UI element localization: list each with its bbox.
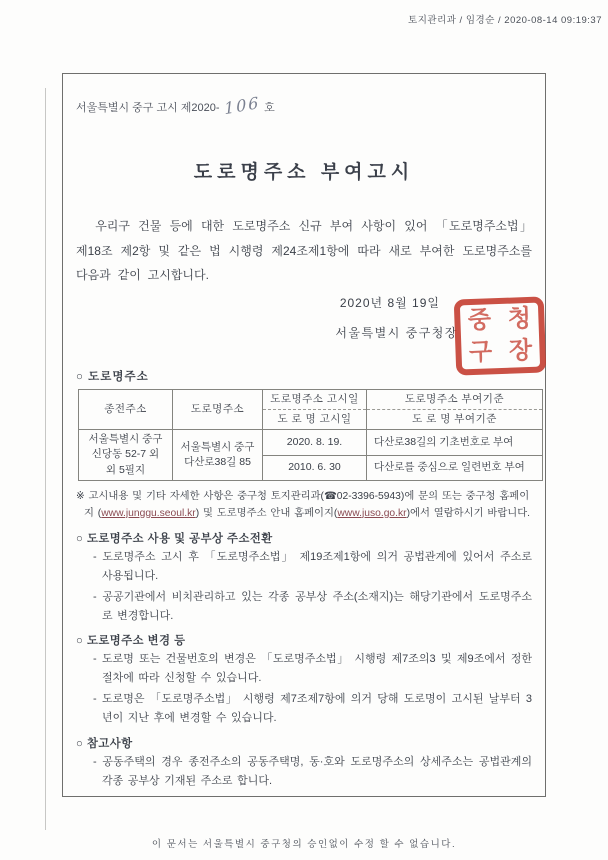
cell-new-address	[173, 430, 263, 481]
col-header-prev-address: 종전주소	[79, 389, 173, 429]
cell-basis: 다산로38길의 기초번호로 부여	[367, 430, 543, 455]
prev-address-line: 신당동 52-7 외	[91, 448, 160, 461]
section-heading: ○ 참고사항	[76, 738, 133, 751]
svg-text:청: 청	[507, 304, 532, 333]
body-paragraph: 우리구 건물 등에 대한 도로명주소 신규 부여 사항이 있어 「도로명주소법」 제18조 제2항 및 같은 법 시행령 제24조제1항에 따라 새로 부여한 도로명주소를 다음과 같이 고시합니다.	[76, 219, 532, 283]
scan-edge-artifact	[45, 88, 46, 830]
document-number	[76, 92, 532, 119]
cell-prev-address	[79, 430, 173, 481]
cell-basis: 다산로를 중심으로 일련번호 부여	[367, 455, 543, 480]
svg-text:장: 장	[508, 336, 533, 365]
footnote-text: )에서 열람하시기 바랍니다.	[406, 507, 531, 519]
juso-homepage-url: www.juso.go.kr	[337, 507, 407, 519]
document-footer-notice: 이 문서는 서울특별시 중구청의 승인없이 수정 할 수 없습니다.	[151, 839, 457, 850]
section-address-change	[76, 632, 532, 728]
section-item: - 도로명주소 고시 후 「도로명주소법」 제19조제1항에 의거 공법관계에 있어서 주소로 사용됩니다.	[93, 550, 532, 582]
cell-notice-date: 2020. 8. 19.	[263, 430, 367, 455]
section-address-use	[76, 530, 532, 626]
col-header-basis-bottom: 도 로 명 부여기준	[367, 410, 543, 430]
footnote-text: ) 및 도로명주소 안내 홈페이지(	[195, 507, 338, 519]
new-address-line: 다산로38길 85	[184, 456, 251, 469]
prev-address-line: 외 5필지	[105, 463, 146, 476]
col-header-basis-top: 도로명주소 부여기준	[367, 389, 543, 409]
table-section-heading: ○ 도로명주소	[76, 370, 149, 383]
section-reference	[76, 735, 532, 791]
prev-address-line: 서울특별시 중구	[88, 433, 163, 446]
section-item: - 공공기관에서 비치관리하고 있는 각종 공부상 주소(소재지)는 해당기관에서 도로명주소로 변경합니다.	[93, 590, 532, 622]
document-number-prefix: 서울특별시 중구 고시 제2020-	[76, 102, 220, 114]
notice-date: 2020년 8월 19일	[339, 295, 440, 310]
signer-name: 서울특별시 중구청장	[335, 325, 458, 340]
footnote-text: ※ 고시내용 및 기타 자세한 사항은 중구청 토지관리과(☎02-3396-5943)에 문의 또는 중구청 홈페이지 (	[76, 490, 530, 519]
junggu-homepage-url: www.junggu.seoul.kr	[101, 507, 196, 519]
col-header-notice-date-top: 도로명주소 고시일	[263, 389, 367, 409]
section-item: - 도로명은 「도로명주소법」 시행령 제7조제7항에 의거 당해 도로명이 고시된 날부터 3년이 지난 후에 변경할 수 있습니다.	[93, 693, 532, 725]
document-number-suffix: 호	[264, 102, 275, 114]
section-item: - 공동주택의 경우 종전주소의 공동주택명, 동·호와 도로명주소의 상세주소는 공법관계의 각종 공부상 기재된 주소로 합니다.	[93, 756, 532, 787]
svg-text:중: 중	[467, 306, 492, 335]
table-row	[79, 430, 543, 455]
svg-text:구: 구	[468, 338, 493, 367]
table-footnote	[76, 489, 532, 523]
new-address-line: 서울특별시 중구	[180, 440, 255, 453]
document-border-frame	[62, 73, 546, 797]
col-header-notice-date-bottom: 도 로 명 고시일	[263, 410, 367, 430]
section-heading: ○ 도로명주소 변경 등	[76, 635, 186, 648]
cell-notice-date: 2010. 6. 30	[263, 455, 367, 480]
page-title: 도로명주소 부여고시	[193, 162, 415, 183]
col-header-new-address: 도로명주소	[173, 389, 263, 429]
scan-header-info: 토지관리과 / 임경순 / 2020-08-14 09:19:37	[408, 15, 602, 26]
section-item: - 도로명 또는 건물번호의 변경은 「도로명주소법」 시행령 제7조의3 및 제9조에서 정한 절차에 따라 신청할 수 있습니다.	[93, 653, 532, 685]
road-name-address-table	[78, 389, 543, 481]
section-heading: ○ 도로명주소 사용 및 공부상 주소전환	[76, 532, 273, 545]
document-number-handwritten: 106	[223, 92, 261, 119]
